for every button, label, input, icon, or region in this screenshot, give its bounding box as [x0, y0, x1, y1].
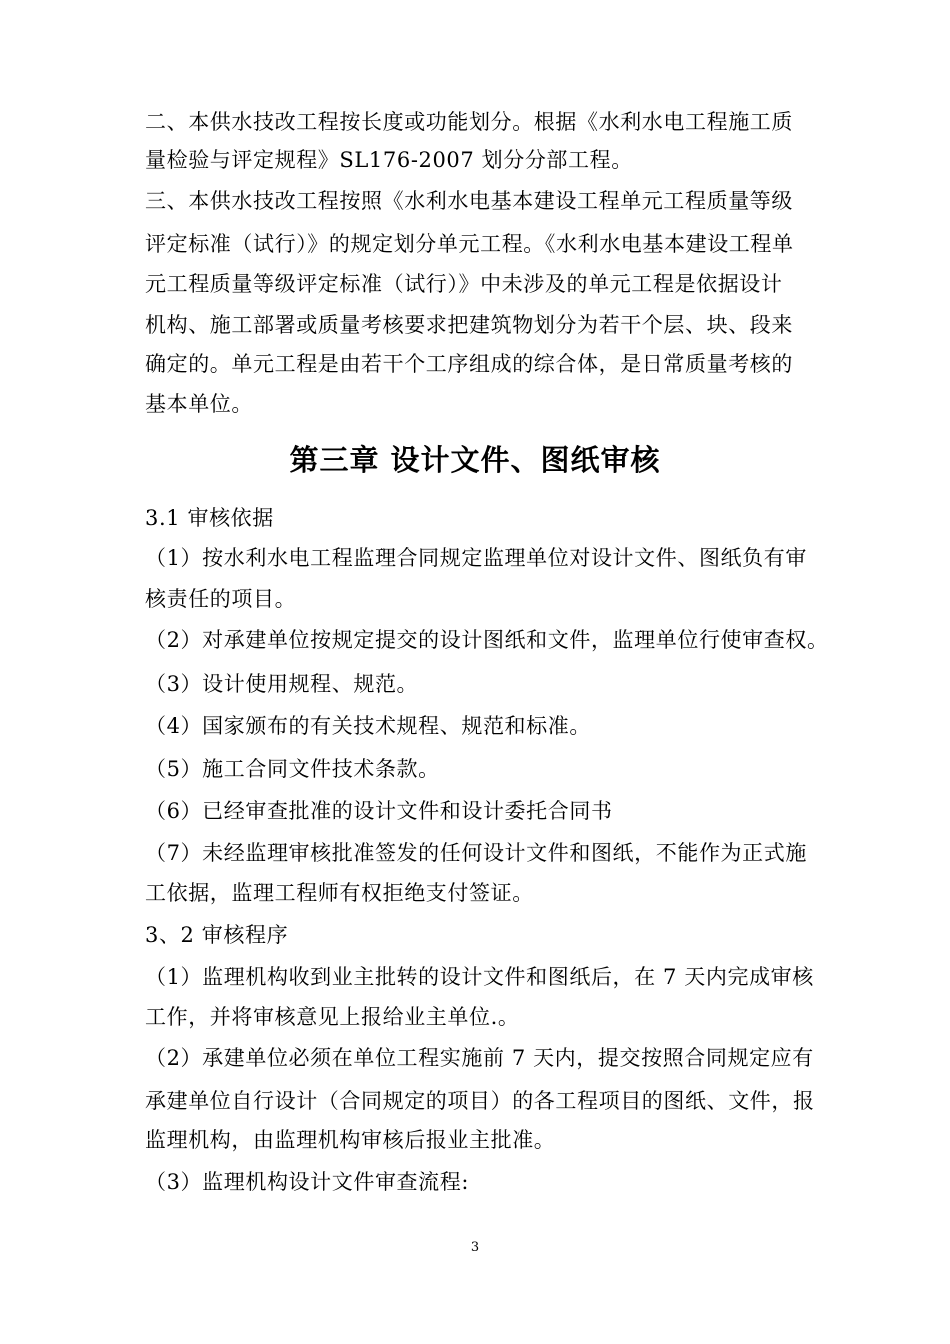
body-text-line: 确定的。单元工程是由若干个工序组成的综合体，是日常质量考核的 [145, 352, 793, 376]
body-text-line: 三、本供水技改工程按照《水利水电基本建设工程单元工程质量等级 [145, 189, 793, 213]
body-text-line: 元工程质量等级评定标准（试行）》中未涉及的单元工程是依据设计 [145, 272, 783, 296]
chapter-title: 第三章 设计文件、图纸审核 [289, 443, 661, 477]
body-text-line: 工作，并将审核意见上报给业主单位.。 [145, 1005, 520, 1029]
section-heading: 3.1 审核依据 [145, 506, 274, 530]
page-number: 3 [470, 1240, 480, 1255]
body-text-line: 评定标准（试行）》的规定划分单元工程。《水利水电基本建设工程单 [145, 232, 794, 256]
body-text-line: （1）按水利水电工程监理合同规定监理单位对设计文件、图纸负有审 [145, 546, 807, 570]
body-text-line: （6）已经审查批准的设计文件和设计委托合同书 [145, 799, 613, 823]
body-text-line: （5）施工合同文件技术条款。 [145, 757, 440, 781]
body-text-line: 监理机构，由监理机构审核后报业主批准。 [145, 1128, 556, 1152]
body-text-line: （2）对承建单位按规定提交的设计图纸和文件，监理单位行使审查权。 [145, 628, 829, 652]
body-text-line: 核责任的项目。 [145, 587, 297, 611]
body-text-line: （3）设计使用规程、规范。 [145, 672, 419, 696]
body-text-line: （2）承建单位必须在单位工程实施前 7 天内，提交按照合同规定应有 [145, 1046, 814, 1070]
body-text-line: （4）国家颁布的有关技术规程、规范和标准。 [145, 714, 591, 738]
body-text-line: （3）监理机构设计文件审查流程: [145, 1170, 470, 1194]
body-text-line: 量检验与评定规程》SL176-2007 划分分部工程。 [145, 148, 633, 172]
body-text-line: （7）未经监理审核批准签发的任何设计文件和图纸，不能作为正式施 [145, 841, 807, 865]
section-heading: 3、2 审核程序 [145, 923, 289, 947]
body-text-line: 机构、施工部署或质量考核要求把建筑物划分为若干个层、块、段来 [145, 313, 793, 337]
body-text-line: 承建单位自行设计（合同规定的项目）的各工程项目的图纸、文件，报 [145, 1089, 815, 1113]
body-text-line: 工依据，监理工程师有权拒绝支付签证。 [145, 881, 534, 905]
body-text-line: （1）监理机构收到业主批转的设计文件和图纸后，在 7 天内完成审核 [145, 965, 814, 989]
body-text-line: 二、本供水技改工程按长度或功能划分。根据《水利水电工程施工质 [145, 110, 793, 134]
body-text-line: 基本单位。 [145, 392, 253, 416]
